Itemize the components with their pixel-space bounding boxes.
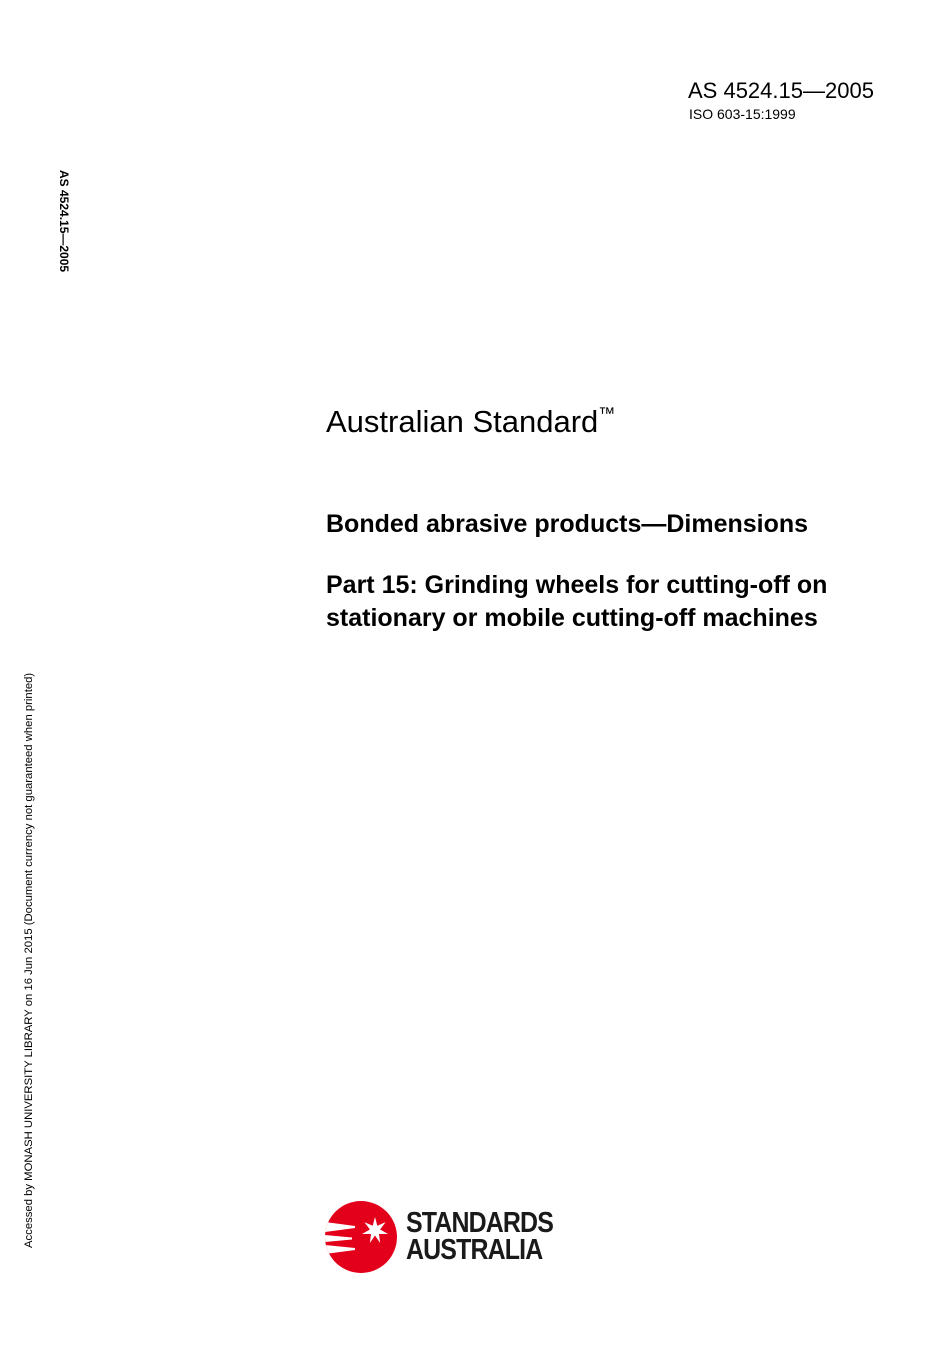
standards-australia-logo bbox=[325, 1199, 577, 1275]
iso-reference: ISO 603-15:1999 bbox=[689, 106, 796, 122]
series-heading bbox=[326, 402, 615, 442]
logo-wordmark-line2: AUSTRALIA bbox=[406, 1234, 543, 1266]
document-part-title: Part 15: Grinding wheels for cutting-off on stationary or mobile cutting-off machines bbox=[326, 571, 828, 632]
access-notice: Accessed by MONASH UNIVERSITY LIBRARY on 16 Jun 2015 (Document currency not guaranteed when printed) bbox=[23, 672, 35, 1248]
logo-wordmark bbox=[406, 1207, 553, 1266]
logo-wordmark-line1: STANDARDS bbox=[406, 1207, 553, 1239]
trademark-symbol: ™ bbox=[598, 404, 616, 423]
standard-number: AS 4524.15—2005 bbox=[688, 78, 874, 103]
standards-australia-emblem-icon bbox=[325, 1201, 397, 1273]
document-title: Bonded abrasive products—Dimensions bbox=[326, 510, 809, 538]
spine-label: AS 4524.15—2005 bbox=[57, 170, 71, 273]
series-heading-text: Australian Standard bbox=[326, 404, 599, 439]
